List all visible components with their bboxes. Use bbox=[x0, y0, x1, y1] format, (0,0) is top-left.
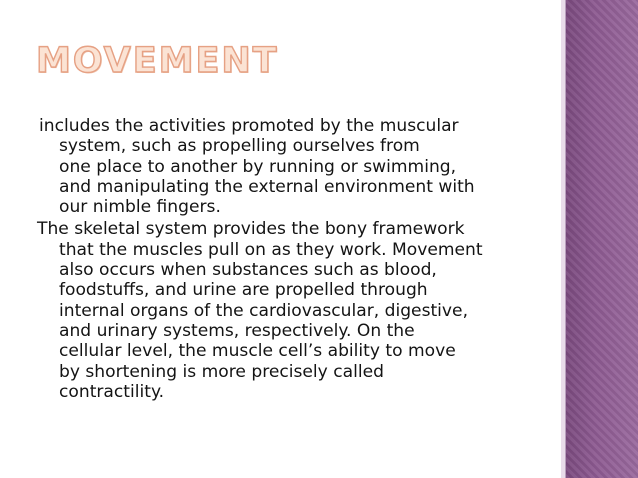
text-line: that the muscles pull on as they work. Movement bbox=[59, 239, 483, 260]
text-line: one place to another by running or swimming, bbox=[59, 156, 457, 177]
text-line: and manipulating the external environment with bbox=[59, 176, 475, 197]
paragraph-skeletal-system bbox=[37, 219, 537, 402]
text-line: internal organs of the cardiovascular, digestive, bbox=[59, 300, 468, 321]
text-line: cellular level, the muscle cell’s ability to move bbox=[59, 341, 456, 362]
slide-body bbox=[37, 116, 537, 404]
text-line: contractility. bbox=[59, 381, 165, 402]
text-line: our nimble fingers. bbox=[59, 197, 221, 218]
text-line: includes the activities promoted by the muscular bbox=[39, 116, 459, 136]
paragraph-movement-definition bbox=[37, 116, 537, 217]
decorative-side-band bbox=[566, 0, 638, 478]
text-line: by shortening is more precisely called bbox=[59, 361, 384, 382]
text-line: system, such as propelling ourselves from bbox=[59, 136, 420, 157]
text-line: also occurs when substances such as blood, bbox=[59, 260, 437, 281]
text-line: foodstuffs, and urine are propelled through bbox=[59, 280, 428, 301]
text-line: and urinary systems, respectively. On the bbox=[59, 320, 415, 341]
text-line: The skeletal system provides the bony framework bbox=[37, 219, 465, 240]
slide-title: MOVEMENT bbox=[36, 41, 279, 81]
